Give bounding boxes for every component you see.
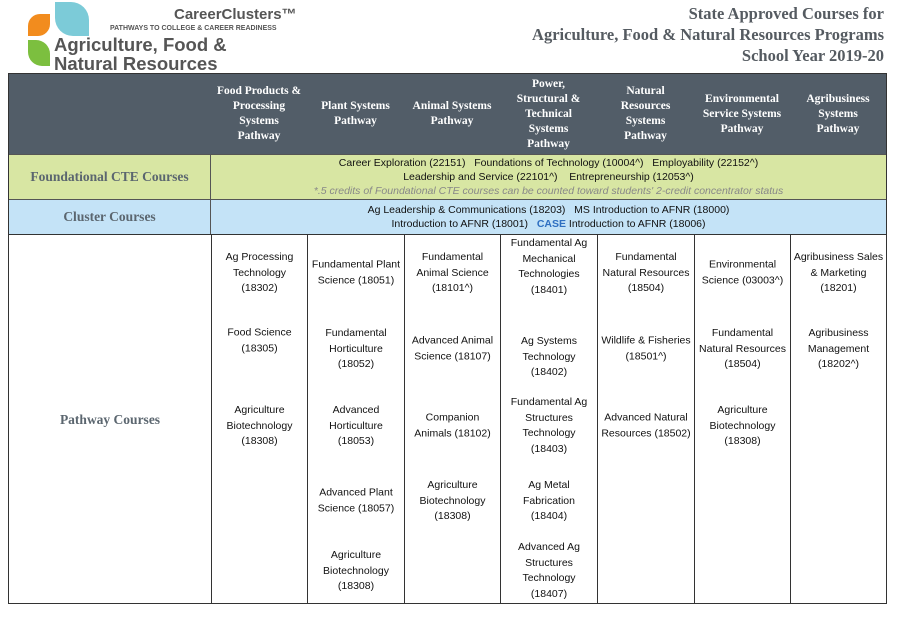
- course-item: Ag Metal Fabrication (18404): [523, 478, 575, 522]
- pathway-column-agribusiness: [790, 235, 886, 604]
- header-food-products-pathway: Food Products & Processing Systems Pathway: [216, 85, 302, 142]
- header-natural-resources-pathway: Natural Resources Systems Pathway: [620, 85, 671, 142]
- blue-leaf-icon: [55, 2, 89, 36]
- pathway-column-natural-resources: [597, 235, 694, 604]
- table-header: [9, 74, 886, 154]
- orange-leaf-icon: [28, 14, 50, 36]
- case-label: CASE: [536, 218, 566, 230]
- foundational-label: Foundational CTE Courses: [9, 155, 211, 199]
- course-item: Food Science (18305): [227, 326, 292, 354]
- foundational-row: [9, 154, 886, 200]
- course-item: Environmental Science (03003^): [701, 258, 784, 286]
- course-item: Fundamental Animal Science (18101^): [416, 250, 489, 294]
- cluster-label: Cluster Courses: [9, 200, 211, 234]
- course-item: Companion Animals (18102): [414, 411, 491, 439]
- course-item: Fundamental Ag Mechanical Technologies (18401): [510, 237, 588, 296]
- cluster-line-2a: Introduction to AFNR (18001): [391, 218, 537, 230]
- course-item: Advanced Animal Science (18107): [411, 334, 494, 362]
- pathway-column-animal-systems: [404, 235, 500, 604]
- course-item: Ag Systems Technology (18402): [520, 334, 578, 378]
- course-item: Agribusiness Management (18202^): [807, 326, 870, 370]
- pathway-label: Pathway Courses: [59, 411, 161, 427]
- course-item: Fundamental Ag Structures Technology (18403): [510, 396, 588, 455]
- green-leaf-icon: [28, 40, 50, 66]
- cluster-line-2b: Introduction to AFNR (18006): [566, 218, 706, 230]
- header-agribusiness-pathway: Agribusiness Systems Pathway: [806, 92, 870, 135]
- course-item: Advanced Horticulture (18053): [329, 403, 383, 447]
- course-item: Agribusiness Sales & Marketing (18201): [793, 250, 884, 294]
- logo-tagline: PATHWAYS TO COLLEGE & CAREER READINESS: [110, 25, 277, 32]
- cluster-line-1: Ag Leadership & Communications (18203) MS Introduction to AFNR (18000): [367, 204, 730, 216]
- career-clusters-logo: [24, 2, 297, 74]
- logo-brand: CareerClusters™: [174, 6, 297, 23]
- course-item: Advanced Plant Science (18057): [317, 486, 395, 514]
- course-item: Advanced Ag Structures Technology (18407): [518, 541, 580, 600]
- foundational-line-1: Career Exploration (22151) Foundations of Technology (10004^) Employability (22152^): [338, 157, 759, 169]
- pathway-column-environmental-service: [694, 235, 790, 604]
- course-item: Fundamental Natural Resources (18504): [699, 326, 786, 370]
- course-item: Ag Processing Technology (18302): [225, 250, 294, 294]
- course-item: Wildlife & Fisheries (18501^): [601, 334, 691, 362]
- course-item: Fundamental Plant Science (18051): [311, 258, 401, 286]
- course-item: Fundamental Horticulture (18052): [325, 326, 387, 370]
- logo-cluster-name: Agriculture, Food & Natural Resources: [54, 34, 227, 74]
- course-item: Agriculture Biotechnology (18308): [226, 403, 293, 447]
- course-item: Fundamental Natural Resources (18504): [602, 250, 690, 294]
- pathway-column-power-structural: [500, 235, 597, 604]
- foundational-line-2: Leadership and Service (22101^) Entrepreneurship (12053^): [403, 171, 694, 183]
- title-line-1: State Approved Courses for: [688, 4, 884, 23]
- title-line-3: School Year 2019-20: [741, 46, 884, 65]
- pathway-column-food-products: [211, 235, 307, 604]
- pathway-row: [9, 235, 886, 604]
- foundational-note: *.5 credits of Foundational CTE courses can be counted toward students' 2-credit concentrator status: [313, 185, 784, 197]
- header-animal-systems-pathway: Animal Systems Pathway: [412, 100, 492, 127]
- course-item: Agriculture Biotechnology (18308): [419, 478, 486, 522]
- pathway-column-plant-systems: [307, 235, 404, 604]
- title-line-2: Agriculture, Food & Natural Resources Programs: [532, 25, 884, 44]
- course-item: Advanced Natural Resources (18502): [601, 411, 691, 439]
- document-title: [532, 3, 884, 66]
- courses-table: [8, 73, 887, 604]
- cluster-row: [9, 200, 886, 235]
- header-plant-systems-pathway: Plant Systems Pathway: [321, 100, 390, 127]
- course-item: Agriculture Biotechnology (18308): [709, 403, 776, 447]
- course-item: Agriculture Biotechnology (18308): [323, 548, 389, 592]
- header-power-structural-pathway: Power, Structural & Technical Systems Pathway: [516, 77, 581, 150]
- header-environmental-service-pathway: Environmental Service Systems Pathway: [702, 92, 782, 135]
